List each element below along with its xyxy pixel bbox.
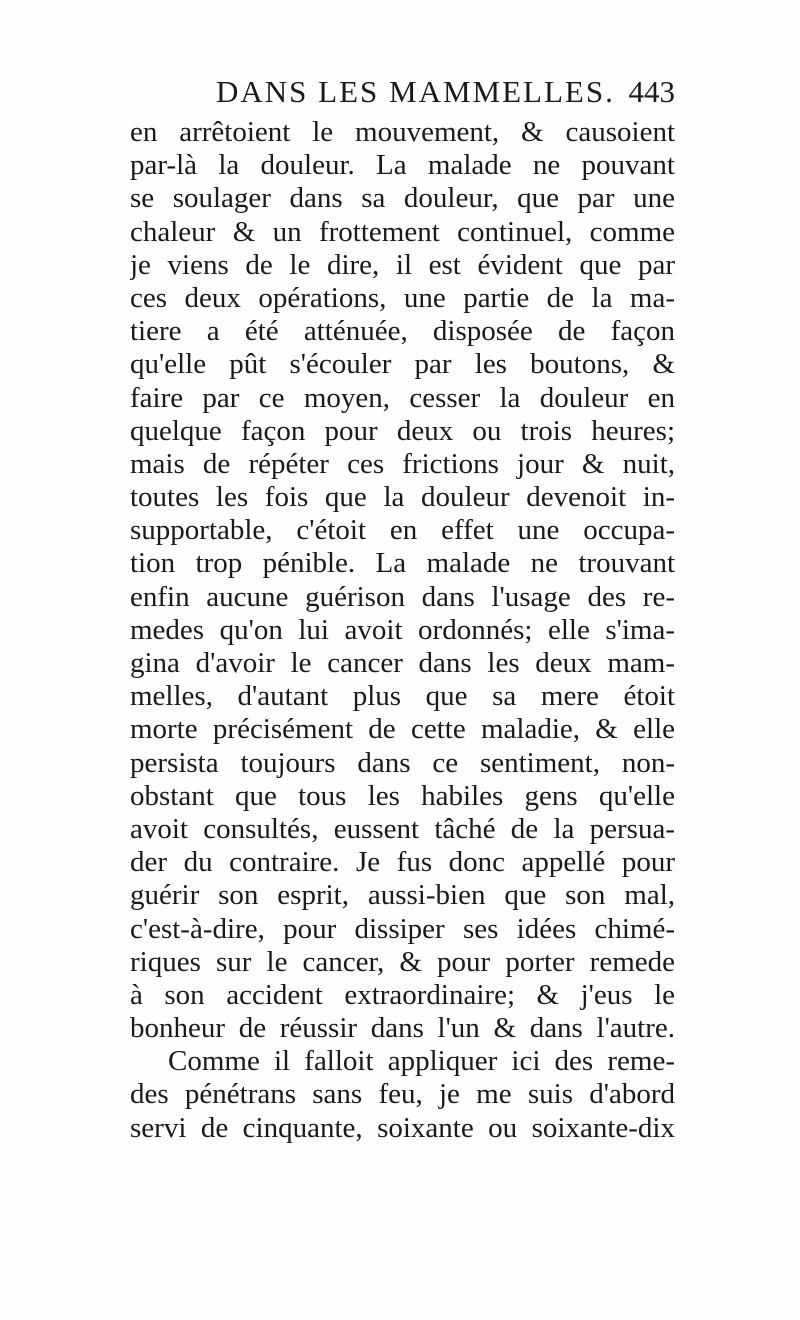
text-line: qu'elle pût s'écouler par les boutons, & [130, 348, 675, 381]
paragraph-last-line: bonheur de réussir dans l'un & dans l'autre. [130, 1012, 675, 1045]
text-line: melles, d'autant plus que sa mere étoit [130, 680, 675, 713]
running-header [130, 74, 675, 114]
text-line: chaleur & un frottement continuel, comme [130, 215, 675, 248]
text-line: par-là la douleur. La malade ne pouvant [130, 149, 675, 182]
text-line: avoit consultés, eussent tâché de la persua- [130, 812, 675, 845]
text-line: c'est-à-dire, pour dissiper ses idées chimé- [130, 912, 675, 945]
text-line: faire par ce moyen, cesser la douleur en [130, 381, 675, 414]
paragraph-first-line: Comme il falloit appliquer ici des reme- [168, 1045, 675, 1078]
text-line: se soulager dans sa douleur, que par une [130, 182, 675, 215]
text-line: persista toujours dans ce sentiment, non- [130, 746, 675, 779]
running-title: DANS LES MAMMELLES. [216, 74, 615, 109]
text-line: der du contraire. Je fus donc appellé pour [130, 846, 675, 879]
text-line: gina d'avoir le cancer dans les deux mam- [130, 647, 675, 679]
text-line: guérir son esprit, aussi-bien que son mal, [130, 879, 675, 912]
text-line: obstant que tous les habiles gens qu'elle [130, 779, 675, 812]
text-line: toutes les fois que la douleur devenoit in- [130, 481, 675, 514]
text-line: supportable, c'étoit en effet une occupa- [130, 514, 675, 547]
page-number: 443 [628, 74, 675, 109]
text-line: tiere a été atténuée, disposée de façon [130, 315, 675, 348]
text-line: mais de répéter ces frictions jour & nuit, [130, 447, 675, 480]
text-line: medes qu'on lui avoit ordonnés; elle s'ima- [130, 613, 675, 646]
text-line: enfin aucune guérison dans l'usage des re- [130, 580, 675, 613]
text-line: quelque façon pour deux ou trois heures; [130, 414, 675, 447]
text-line: je viens de le dire, il est évident que par [130, 248, 675, 281]
body-text [130, 116, 675, 1145]
text-line: tion trop pénible. La malade ne trouvant [130, 547, 675, 580]
text-line: ces deux opérations, une partie de la ma- [130, 281, 675, 314]
text-line: en arrêtoient le mouvement, & causoient [130, 116, 675, 148]
text-line: des pénétrans sans feu, je me suis d'abord [130, 1078, 675, 1111]
text-line: à son accident extraordinaire; & j'eus le [130, 978, 675, 1011]
text-line: riques sur le cancer, & pour porter remede [130, 945, 675, 978]
text-line: servi de cinquante, soixante ou soixante-dix [130, 1111, 675, 1144]
text-line: morte précisément de cette maladie, & elle [130, 713, 675, 746]
